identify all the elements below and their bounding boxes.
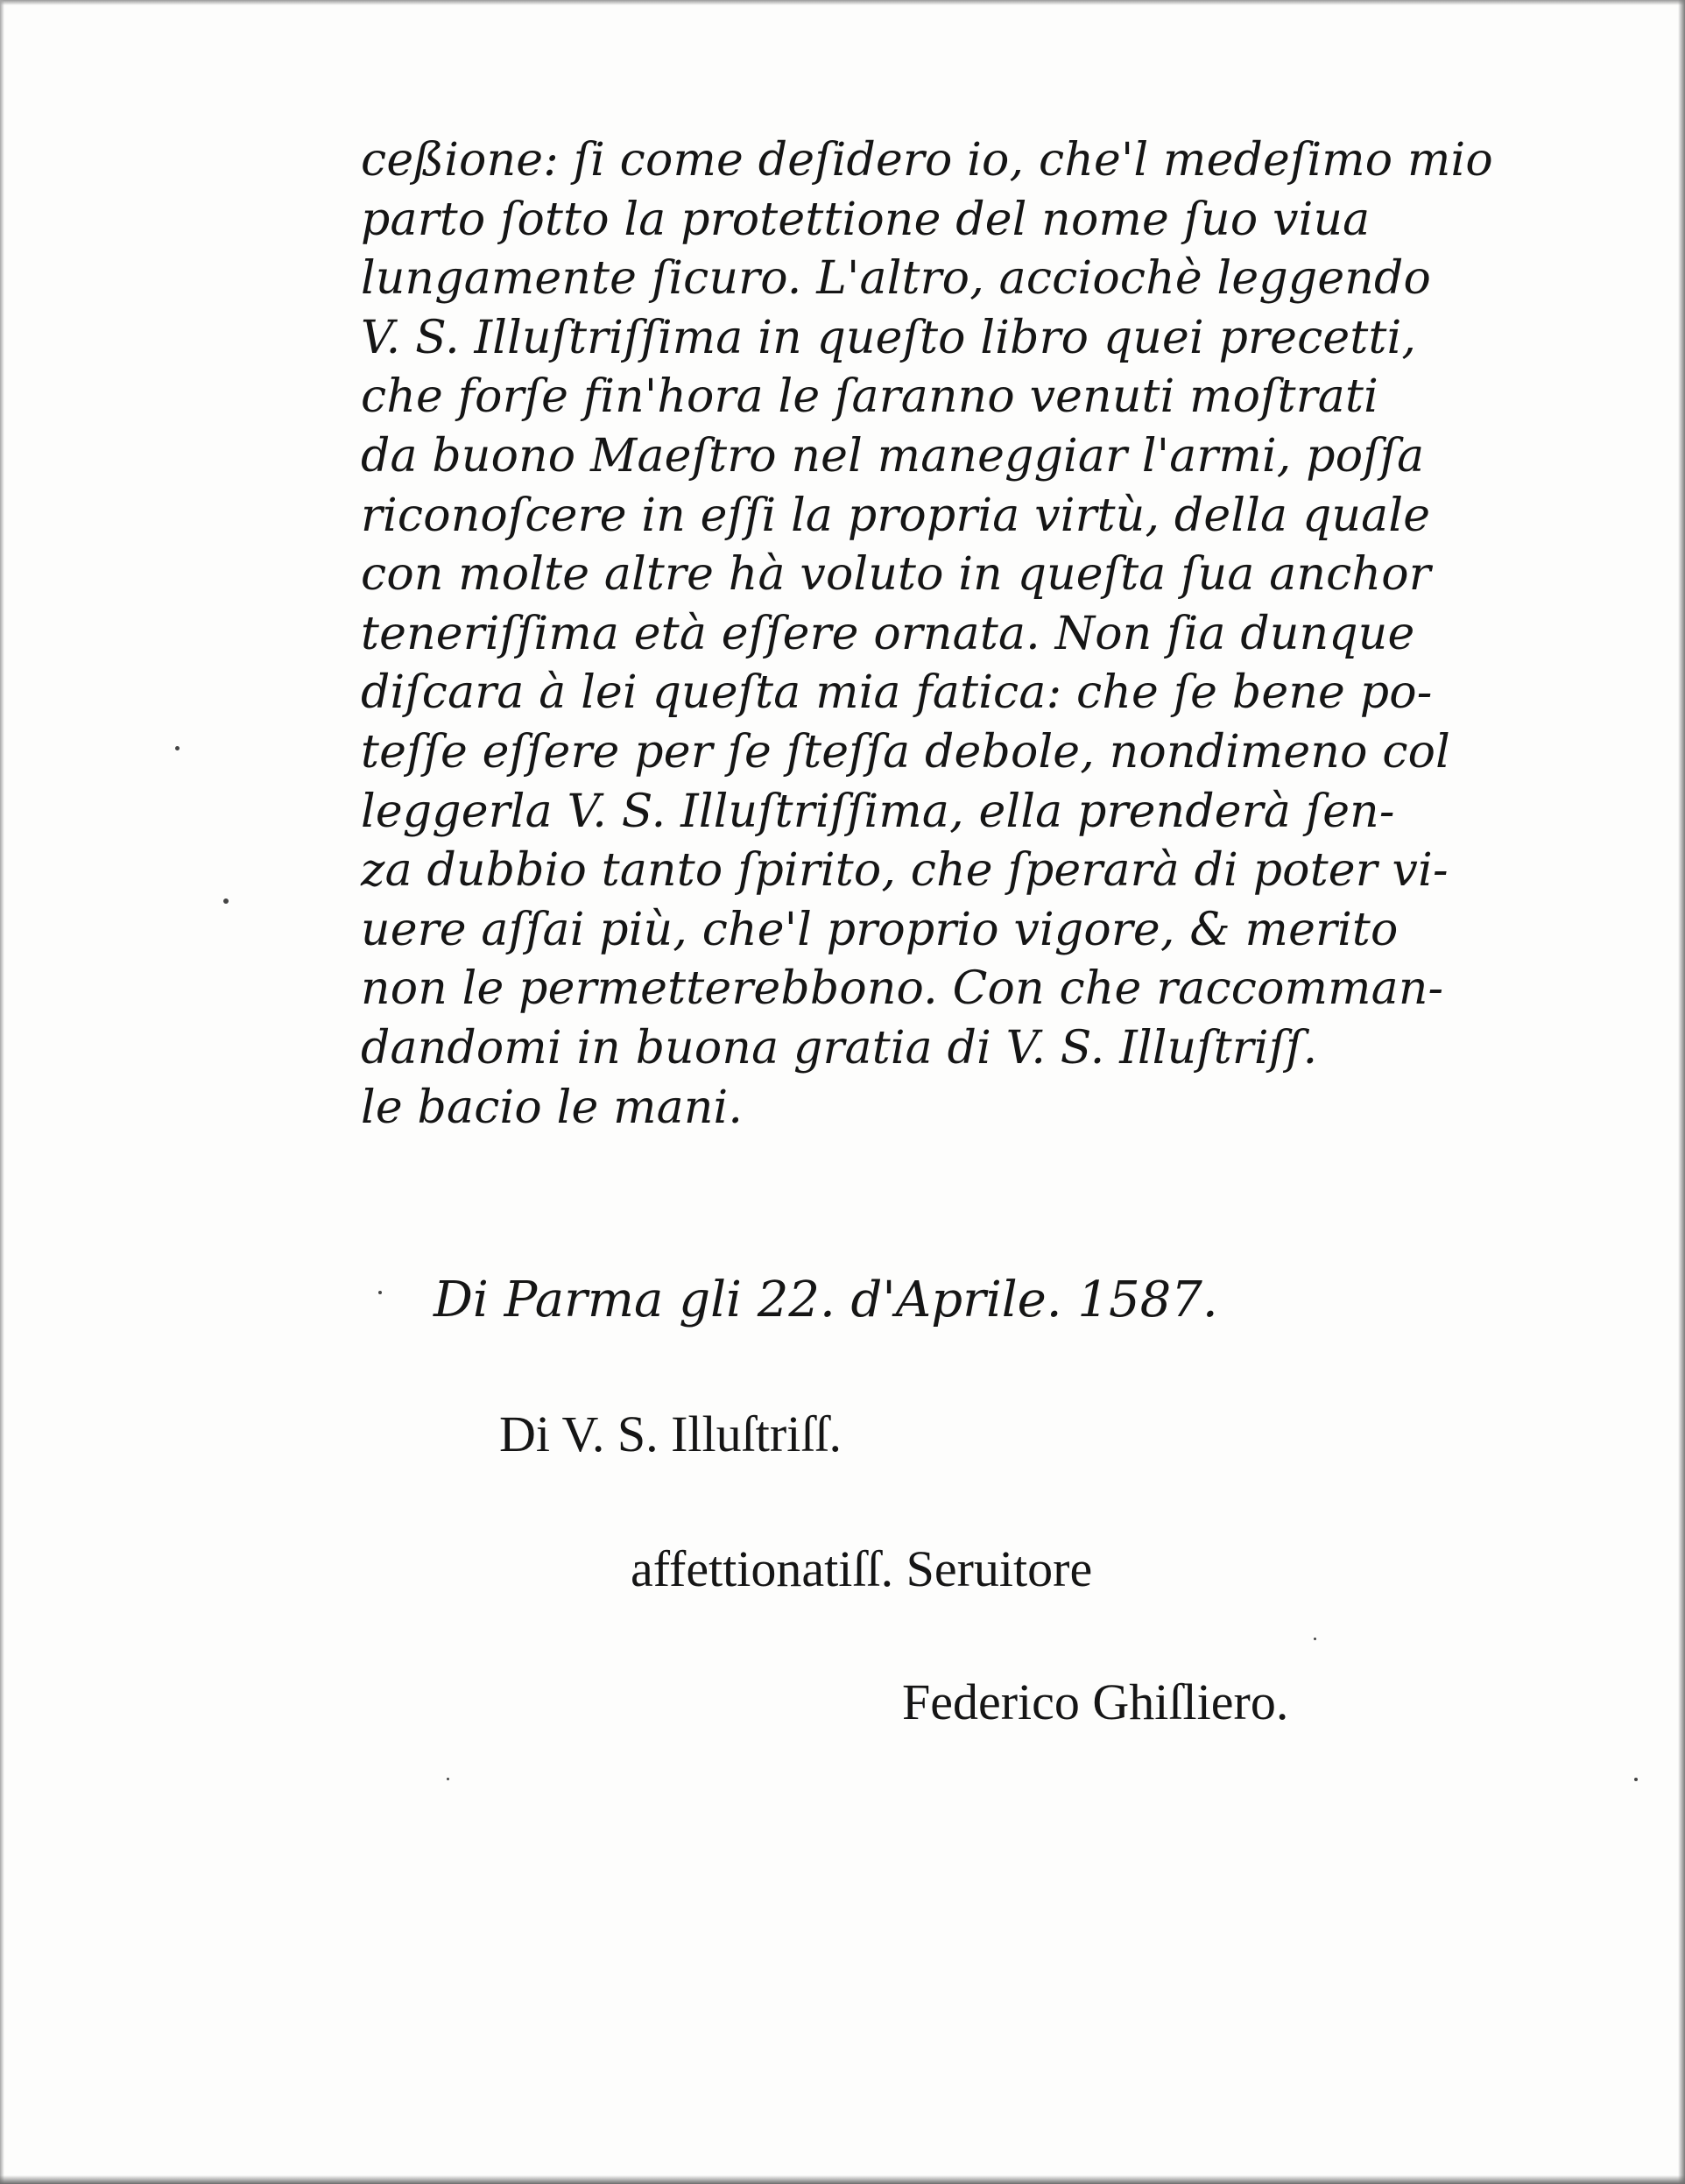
letter-body	[361, 131, 1493, 1138]
dateline: Di Parma gli 22. d'Aprile. 1587.	[434, 1272, 1218, 1328]
page-edge-bottom	[0, 2175, 1685, 2184]
letter-line: non le permetterebbono. Con che raccomman-	[361, 962, 1444, 1016]
letter-line: V. S. Illuſtriſſima in queſto libro quei precetti,	[361, 311, 1417, 364]
letter-line: dandomi in buona gratia di V. S. Illuſtriſſ.	[361, 1021, 1318, 1074]
letter-line: da buono Maeſtro nel maneggiar l'armi, poſſa	[361, 429, 1425, 483]
scan-speck	[223, 898, 229, 904]
scan-speck	[1314, 1638, 1316, 1640]
letter-line: ceßione: ſi come deſidero io, che'l medeſimo mio	[361, 134, 1493, 187]
scan-speck	[1634, 1778, 1638, 1781]
letter-line: con molte altre hà voluto in queſta ſua anchor	[361, 548, 1431, 602]
letter-line: uere aſſai più, che'l proprio vigore, & merito	[361, 903, 1399, 956]
letter-line: za dubbio tanto ſpirito, che ſperarà di poter vi-	[361, 844, 1449, 898]
letter-line: teneriſſima età eſſere ornata. Non ſia dunque	[361, 607, 1415, 660]
closing: affettionatiſſ. Seruitore	[631, 1540, 1093, 1597]
page-edge-top	[0, 0, 1685, 5]
scan-speck	[447, 1778, 449, 1780]
signatory-name: Federico Ghiſliero.	[902, 1673, 1289, 1730]
letter-line: le bacio le mani.	[361, 1081, 744, 1134]
page-edge-right	[1678, 0, 1685, 2184]
letter-line: parto ſotto la protettione del nome ſuo viua	[361, 193, 1371, 246]
letter-line: leggerla V. S. Illuſtriſſima, ella prenderà ſen-	[361, 785, 1395, 838]
salutation: Di V. S. Illuſtriſſ.	[499, 1406, 842, 1462]
scan-speck	[378, 1291, 382, 1294]
letter-line: che forſe fin'hora le ſaranno venuti moſtrati	[361, 370, 1378, 424]
scan-speck	[175, 746, 180, 750]
letter-line: riconoſcere in eſſi la propria virtù, della quale	[361, 489, 1431, 542]
page-edge-left	[0, 0, 4, 2184]
letter-line: lungamente ſicuro. L'altro, acciochè leggendo	[361, 252, 1431, 306]
letter-line: diſcara à lei queſta mia fatica: che ſe bene po-	[361, 666, 1433, 720]
letter-line: teſſe eſſere per ſe ſteſſa debole, nondimeno col	[361, 725, 1450, 778]
